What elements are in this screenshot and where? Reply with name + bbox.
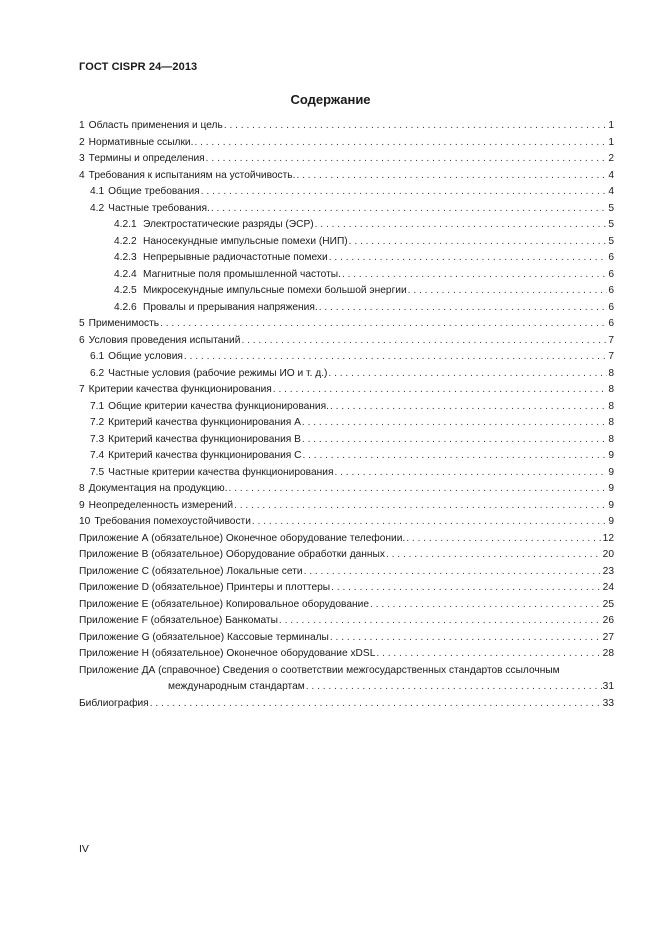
toc-entry[interactable] [79,349,614,366]
dot-leader [331,580,602,597]
toc-entry[interactable] [79,217,614,234]
toc-entry-number: 3 [79,153,85,164]
dot-leader [329,250,608,267]
toc-entry[interactable] [79,300,614,317]
toc-entry[interactable] [79,481,614,498]
dot-leader [408,283,608,300]
toc-entry-title: Приложение Н (обязательное) Оконечное оборудование xDSL [79,648,376,659]
footer-page-number: IV [79,843,89,855]
dot-leader [241,333,607,350]
toc-entry-title: Библиография [79,697,149,709]
toc-entry[interactable] [79,597,614,614]
toc-entry[interactable] [79,646,614,663]
toc-entry[interactable] [79,135,614,152]
toc-entry-title: Условия проведения испытаний [88,334,241,346]
dot-leader [224,118,608,135]
toc-entry-page: 31 [602,681,614,692]
dot-leader [296,168,607,185]
dot-leader [194,135,607,152]
dot-leader [386,547,602,564]
toc-entry[interactable] [79,399,614,416]
toc-entry-title: Нормативные ссылки. [88,136,194,148]
toc-entry-number: 7 [79,384,85,395]
dot-leader [206,151,608,168]
toc-entry-title: международным стандартам [168,681,305,692]
toc-entry-number: 1 [79,120,85,131]
toc-entry-number: 4.2 [90,202,105,214]
dot-leader [201,184,608,201]
toc-entry-title: Приложение F (обязательное) Банкоматы [79,615,278,626]
toc-entry-annex-da[interactable] [79,663,614,680]
toc-entry-number: 7.5 [90,466,105,478]
toc-entry-number: 7.2 [90,417,105,428]
dot-leader [279,613,602,630]
toc-entry-number: 4.2.4 [114,268,137,280]
toc-entry-title: Приложение Е (обязательное) Копировальное оборудование [79,598,369,610]
toc-entry-title: Общие критерии качества функционирования. [108,400,329,412]
toc-entry-page: 12 [602,532,614,544]
toc-entry-page: 23 [602,565,614,577]
toc-entry-title: Термины и определения [88,153,205,164]
dot-leader [304,564,602,581]
toc-entry[interactable] [79,333,614,350]
toc-entry-page: 8 [608,433,614,445]
toc-entry-page: 33 [602,697,614,709]
dot-leader [211,201,607,218]
toc-entry-page: 25 [602,598,614,610]
toc-entry[interactable] [79,448,614,465]
toc-entry-title: Частные критерии качества функционирования [108,466,334,478]
table-of-contents [79,118,614,712]
toc-entry-page: 1 [608,136,614,148]
toc-entry[interactable] [79,564,614,581]
dot-leader [273,382,608,399]
toc-entry[interactable] [79,168,614,185]
toc-entry-page: 2 [608,153,614,164]
toc-entry-title: Электростатические разряды (ЭСР) [143,219,314,230]
toc-entry[interactable] [79,531,614,548]
toc-entry[interactable] [79,184,614,201]
toc-entry-page: 5 [608,202,614,214]
toc-entry[interactable] [79,547,614,564]
toc-entry-title: Область применения и цель [88,120,223,131]
toc-entry-title: Приложение С (обязательное) Локальные сети [79,565,303,577]
toc-entry-number: 8 [79,483,85,494]
toc-entry[interactable] [79,118,614,135]
toc-entry-title: Приложение А (обязательное) Оконечное оборудование телефонии. [79,532,406,544]
dot-leader [349,234,608,251]
toc-entry-page: 8 [608,417,614,428]
dot-leader [315,217,608,234]
toc-entry-title: Приложение В (обязательное) Оборудование обработки данных [79,549,385,560]
toc-entry-page: 24 [602,582,614,593]
toc-entry[interactable] [79,382,614,399]
toc-entry-page: 4 [608,186,614,197]
toc-entry-title: Непрерывные радиочастотные помехи [143,252,328,263]
toc-entry-page: 8 [608,367,614,379]
toc-entry-page: 5 [608,235,614,247]
dot-leader [370,597,602,614]
toc-entry-title: Микросекундные импульсные помехи большой энергии [143,285,407,296]
toc-entry-number: 2 [79,136,85,148]
toc-entry-number: 4.2.6 [114,301,137,313]
toc-entry-number: 5 [79,318,85,329]
toc-entry-page: 9 [608,516,614,527]
dot-leader [306,679,602,696]
dot-leader [328,366,607,383]
toc-entry-page: 4 [608,169,614,181]
dot-leader [302,448,607,465]
toc-entry-page: 6 [608,301,614,313]
toc-entry-title: Применимость [88,318,160,329]
toc-entry[interactable] [79,250,614,267]
toc-entry-title: Критерии качества функционирования [88,384,272,395]
toc-entry-title: Документация на продукцию. [88,483,228,494]
toc-entry-title: Приложение D (обязательное) Принтеры и плоттеры [79,582,331,593]
toc-entry[interactable] [79,580,614,597]
standard-header: ГОСТ CISPR 24—2013 [79,61,198,73]
toc-entry[interactable] [79,151,614,168]
toc-entry-page: 8 [608,384,614,395]
toc-entry-page: 9 [608,466,614,478]
toc-entry[interactable] [79,201,614,218]
toc-entry[interactable] [79,267,614,284]
toc-entry-title: Критерий качества функционирования В [108,433,301,445]
toc-entry-page: 7 [608,351,614,362]
toc-entry-page: 28 [602,648,614,659]
toc-entry-bibliography[interactable] [79,696,614,713]
dot-leader [252,514,607,531]
toc-entry-title: Общие условия [108,351,183,362]
toc-entry-number: 7.1 [90,400,105,412]
dot-leader [342,267,607,284]
toc-entry[interactable] [79,514,614,531]
dot-leader [229,481,608,498]
toc-entry-number: 6.2 [90,367,105,379]
toc-entry-number: 7.4 [90,450,105,461]
toc-entry-number: 4.2.2 [114,235,137,247]
toc-entry[interactable] [79,234,614,251]
toc-entry-page: 27 [602,631,614,643]
toc-entry-title: Частные требования. [108,202,210,214]
toc-entry[interactable] [79,498,614,515]
toc-entry-title: Критерий качества функционирования А [108,417,301,428]
toc-entry-number: 6 [79,334,85,346]
toc-entry[interactable] [79,316,614,333]
toc-entry-annex-da-continuation[interactable] [79,679,614,696]
toc-entry-title: Общие требования [108,186,200,197]
toc-entry-page: 6 [608,285,614,296]
toc-entry-number: 10 [79,516,91,527]
toc-entry-page: 6 [608,252,614,263]
toc-entry-title: Частные условия (рабочие режимы ИО и т. д.) [108,367,328,379]
dot-leader [406,531,601,548]
toc-entry-number: 4.1 [90,186,105,197]
dot-leader [334,465,607,482]
toc-title: Содержание [290,92,371,107]
toc-entry-page: 9 [608,499,614,511]
toc-entry-number: 4.2.1 [114,219,137,230]
dot-leader [330,399,607,416]
toc-entry-page: 6 [608,268,614,280]
toc-entry[interactable] [79,465,614,482]
toc-entry-title: Требования помехоустойчивости [94,516,251,527]
toc-entry-number: 7.3 [90,433,105,445]
toc-entry-number: 6.1 [90,351,105,362]
toc-entry[interactable] [79,415,614,432]
toc-entry[interactable] [79,630,614,647]
dot-leader [160,316,607,333]
toc-entry-page: 20 [602,549,614,560]
dot-leader [150,696,602,713]
toc-entry-title: Магнитные поля промышленной частоты. [143,268,341,280]
toc-entry[interactable] [79,613,614,630]
toc-entry-page: 6 [608,318,614,329]
toc-entry-page: 1 [608,120,614,131]
dot-leader [302,415,607,432]
dot-leader [330,630,602,647]
toc-entry-number: 4.2.5 [114,285,137,296]
toc-entry-title: Приложение G (обязательное) Кассовые терминалы [79,631,329,643]
toc-entry-page: 9 [608,450,614,461]
dot-leader [184,349,607,366]
toc-entry-page: 7 [608,334,614,346]
dot-leader [319,300,608,317]
toc-entry-title: Провалы и прерывания напряжения. [143,301,318,313]
toc-entry-page: 9 [608,483,614,494]
toc-entry-title: Требования к испытаниям на устойчивость. [88,169,296,181]
toc-entry-number: 4.2.3 [114,252,137,263]
dot-leader [234,498,607,515]
toc-entry-title: Приложение ДА (справочное) Сведения о соответствии межгосударственных стандартов ссылочным [79,664,560,676]
toc-entry-page: 26 [602,615,614,626]
toc-entry-number: 9 [79,499,85,511]
dot-leader [302,432,607,449]
toc-entry-page: 5 [608,219,614,230]
toc-entry-title: Критерий качества функционирования С [108,450,302,461]
toc-entry-title: Неопределенность измерений [88,499,234,511]
toc-entry-number: 4 [79,169,85,181]
toc-entry[interactable] [79,283,614,300]
dot-leader [376,646,601,663]
toc-entry[interactable] [79,366,614,383]
toc-entry[interactable] [79,432,614,449]
toc-entry-title: Наносекундные импульсные помехи (НИП) [143,235,348,247]
toc-entry-page: 8 [608,400,614,412]
